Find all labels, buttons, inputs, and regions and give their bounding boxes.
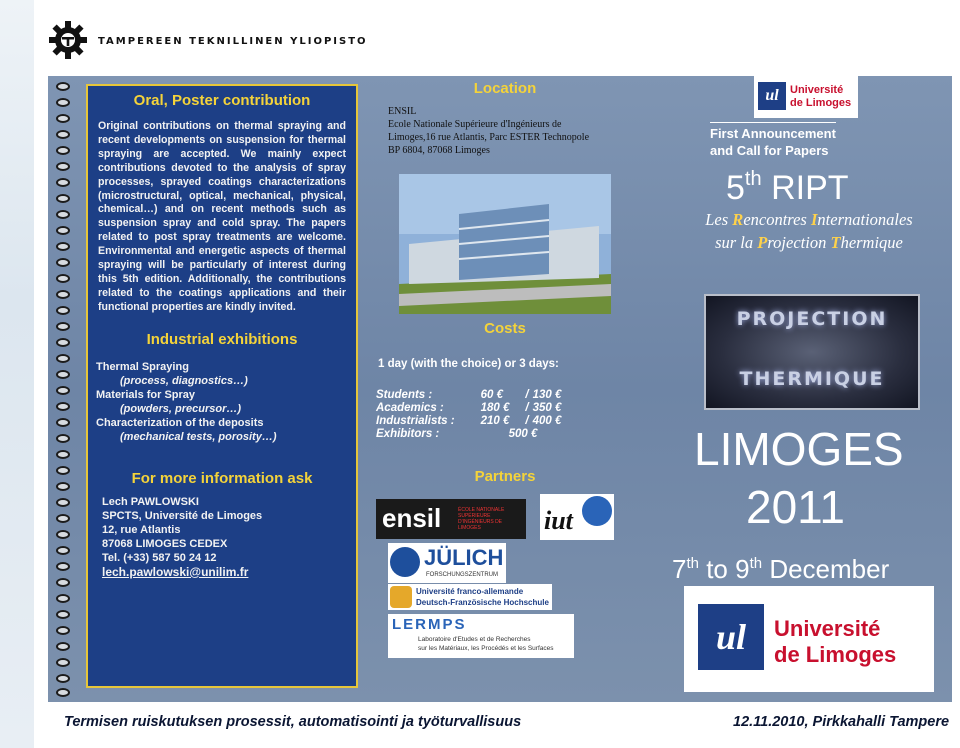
julich-logo-text: JÜLICH — [424, 545, 504, 570]
cost-category: Industrialists : — [376, 415, 455, 427]
ensil-logo — [376, 499, 526, 539]
tut-gear-logo — [48, 20, 88, 60]
projection-thermique-image — [704, 294, 920, 410]
cost-one-day: 210 € — [480, 415, 510, 427]
location-line: Limoges,16 rue Atlantis, Parc ESTER Technopole — [388, 132, 590, 143]
univ-limoges-small-logo: ul Université de Limoges — [754, 76, 858, 118]
cost-category: Academics : — [376, 402, 444, 414]
table-row — [376, 402, 565, 415]
contact-city: 87068 LIMOGES CEDEX — [102, 537, 228, 550]
first-ann-line1: First Announcement — [710, 126, 836, 141]
exhibitions-heading: Industrial exhibitions — [146, 330, 298, 348]
ufa-logo-line1: Université franco-allemande — [416, 587, 524, 596]
ript-number: 5 — [726, 169, 745, 207]
list-item-sub: (powders, precursor…) — [120, 402, 242, 415]
table-row — [376, 415, 565, 428]
conference-full-name: Les Rencontres Internationales sur la Projection Thermique — [705, 210, 913, 252]
cost-category: Exhibitors : — [376, 428, 440, 440]
contact-block — [96, 495, 348, 579]
first-ann-line2: and Call for Papers — [710, 143, 829, 158]
list-item: Characterization of the deposits — [96, 416, 264, 429]
julich-logo-sub: FORSCHUNGSZENTRUM — [426, 572, 498, 578]
footer-date-place: 12.11.2010, Pirkkahalli Tampere — [733, 714, 950, 730]
cost-category: Students : — [376, 389, 433, 401]
univ-limoges-large-logo: ul Université de Limoges — [684, 586, 934, 692]
first-announcement — [710, 122, 836, 159]
list-item: Materials for Spray — [96, 388, 196, 401]
lermps-logo-sub1: Laboratoire d'Etudes et de Recherches — [418, 636, 531, 643]
julich-logo — [388, 543, 506, 583]
ufa-logo — [388, 584, 552, 610]
iut-logo — [540, 494, 614, 540]
cost-three-days: 350 € — [532, 402, 562, 414]
announcement-column — [656, 76, 952, 702]
cost-three-days: 400 € — [532, 415, 562, 427]
location-line: BP 6804, 87068 Limoges — [388, 145, 490, 156]
univ-large-line2: de Limoges — [774, 642, 897, 667]
table-row — [376, 389, 565, 402]
location-address — [388, 105, 636, 157]
contact-email[interactable]: lech.pawlowski@unilim.fr — [102, 564, 249, 579]
cost-sep: / — [525, 389, 529, 401]
left-decor-strip — [0, 0, 34, 748]
costs-table — [376, 389, 565, 441]
university-name: TAMPEREEN TEKNILLINEN YLIOPISTO — [98, 36, 368, 47]
univ-small-line2: de Limoges — [790, 97, 852, 109]
location-line: Ecole Nationale Supérieure d'Ingénieurs de — [388, 119, 562, 130]
ript-title — [726, 168, 849, 208]
spiral-binding — [54, 76, 74, 702]
ufa-logo-line2: Deutsch-Französische Hochschule — [416, 598, 549, 607]
cost-three-days: 130 € — [532, 389, 562, 401]
ensil-logo-text: ensil — [382, 503, 442, 533]
contribution-panel — [86, 84, 358, 688]
costs-heading: Costs — [484, 320, 526, 337]
ensil-logo-sub: ÉCOLE NATIONALE SUPÉRIEURE D'INGÉNIEURS DE LIMOGES — [458, 507, 505, 531]
info-heading: For more information ask — [131, 469, 313, 487]
contact-org: SPCTS, Université de Limoges — [102, 509, 263, 522]
location-heading: Location — [473, 80, 537, 97]
ript-sup: th — [744, 168, 762, 190]
city-title: LIMOGES — [694, 423, 904, 475]
location-line: ENSIL — [388, 106, 417, 117]
lermps-logo-sub2: sur les Matériaux, les Procédés et les Surfaces — [418, 645, 554, 652]
univ-large-line1: Université — [774, 616, 881, 641]
cost-sep: / — [525, 402, 529, 414]
lermps-logo — [388, 614, 574, 658]
contact-name: Lech PAWLOWSKI — [102, 495, 199, 508]
ript-name: RIPT — [771, 169, 849, 207]
cost-sep: / — [525, 415, 529, 427]
list-item-sub: (mechanical tests, porosity…) — [120, 430, 277, 443]
footer-title: Termisen ruiskutuksen prosessit, automatisointi ja työturvallisuus — [64, 714, 522, 730]
costs-intro: 1 day (with the choice) or 3 days: — [378, 358, 559, 370]
cost-one-day: 180 € — [480, 402, 510, 414]
exhibitions-list — [96, 360, 348, 444]
proj-line1: PROJECTION — [736, 308, 888, 330]
proj-line2: THERMIQUE — [739, 368, 885, 390]
event-dates: 7th to 9th December — [672, 554, 890, 584]
cost-one-day: 60 € — [480, 389, 503, 401]
oral-text: Original contributions on thermal spraying and recent developments on suspension for thermal spraying are accepted. We mainly expect contributions devoted to the analysis of spray processes, sprayed coatings characterizations (microstructural, optical, mechanical, physical, chemical…) and on recent methods such as suspension spray and cold spray. The papers related to post spray treatments are welcome. Environmental and energetic aspects of thermal spraying will be particularly of interest during this 5th edition. Additionally, the contributions related to the coatings applications and their functional properties are kindly invited. — [98, 120, 346, 313]
table-row — [376, 428, 565, 441]
list-item: Thermal Spraying — [96, 360, 189, 373]
partners-heading: Partners — [474, 468, 536, 485]
conference-poster — [48, 76, 952, 702]
location-costs-column — [374, 76, 636, 702]
lermps-logo-text: LERMPS — [392, 616, 467, 633]
iut-logo-text: iut — [544, 506, 573, 535]
contact-tel: Tel. (+33) 587 50 24 12 — [102, 551, 217, 564]
list-item-sub: (process, diagnostics…) — [120, 374, 248, 387]
contact-street: 12, rue Atlantis — [102, 523, 181, 536]
oral-heading: Oral, Poster contribution — [133, 92, 311, 109]
ensil-building-photo — [399, 174, 611, 314]
year-title: 2011 — [746, 481, 845, 533]
univ-small-line1: Université — [790, 84, 844, 96]
cost-one-day: 500 € — [508, 428, 538, 440]
